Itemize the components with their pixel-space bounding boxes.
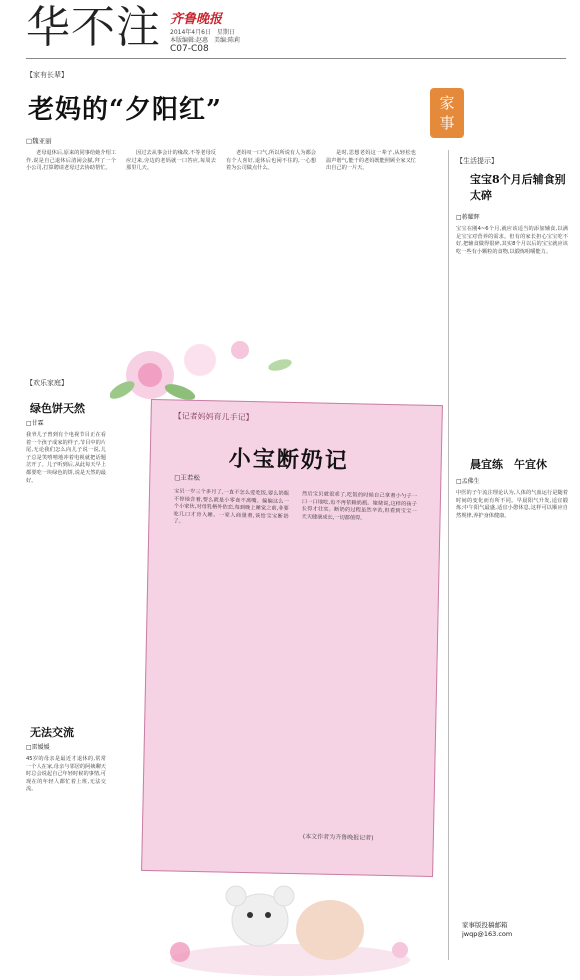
main-article	[26, 68, 455, 348]
flower-icon	[110, 341, 293, 403]
editor-line: 本版编辑:赵惠 美编:陈莉	[170, 37, 241, 44]
feature-body-right: 然后宝贝就很乖了,吃饭的时候自己拿着小勺子一口一口地吃,也不再依赖奶瓶。姥姥说,这样的孩子长得才壮实。断奶的过程虽然辛苦,但看到宝宝一天天健康成长,一切都值得。	[301, 491, 418, 522]
masthead	[0, 0, 580, 64]
left-sidebar	[26, 372, 106, 972]
tip2-title: 晨宜练 午宜休	[470, 458, 547, 471]
article-author: □魏亚丽	[26, 137, 52, 145]
feature-author: □王若松	[174, 473, 201, 483]
tip2-author: □孟佛生	[456, 478, 480, 485]
badge-label: 家事	[439, 94, 455, 132]
feature-card	[141, 399, 443, 877]
column-label: 【家有长辈】	[26, 71, 68, 79]
paragraph: 因过去从事会计的缘故,不等老母反应过来,旁边的老妈就一口答应,每周去那里几天。	[126, 150, 216, 172]
tip2-body: 中医的子午流注理论认为,人体的气血运行是随着时间的变化而有所不同。早晨阳气升发,适宜锻炼;中午阳气最盛,适宜小憩休息,这样可以顺应自然规律,养护身体健康。	[456, 490, 568, 519]
article-title: 老妈的“夕阳红”	[28, 95, 222, 125]
baby-icon	[170, 886, 410, 976]
feature-footer: (本文作者为齐鲁晚报记者)	[302, 833, 374, 842]
paper-name-logo: 齐鲁晚报	[170, 12, 223, 27]
story2-author: □雷媛媛	[26, 744, 50, 751]
story1-title: 绿色饼天然	[30, 402, 85, 415]
tip1-title: 宝宝8个月后辅食别太碎	[470, 173, 566, 202]
baby-illustration	[140, 860, 440, 976]
story1-author: □甘霖	[26, 420, 44, 427]
article-body	[26, 150, 416, 330]
paragraph: 老妈叹一口气,所以所说有人为都会有个人喜好,退休后也闲不住的,一心想着为公司做点什么。	[226, 150, 316, 172]
tip1-author: □蒋耀辉	[456, 214, 480, 221]
feature-column: 【记者妈妈育儿手记】	[173, 411, 254, 423]
right-sidebar	[452, 150, 572, 976]
story2-title: 无法交流	[30, 726, 74, 739]
column-label: 【生活提示】	[456, 157, 498, 165]
paragraph: 老母退休后,原来的同事给她介绍工作,说是自己退休后清闲会腻,拜了一个小公司,打算聘请老母过去协助帮忙。	[26, 150, 116, 172]
paragraph: 是时,思想老妈这一辈子,从轻松也温声谐气,能干的老妈既能照顾全家又忙出自己的一片天。	[326, 150, 416, 172]
column-divider	[448, 150, 449, 960]
column-label: 【欢乐家庭】	[26, 379, 68, 387]
page-range: C07-C08	[170, 44, 209, 54]
story2-body: 45岁的母亲是最近才退休的,常常一个人在家,母亲与邻居的阿姨聊天时总会说起自己年轻时候的事情,可现在的年轻人都忙着上班,无法交流。	[26, 756, 106, 793]
story1-body: 我爷儿子曾到有个电视节目正在看着一个孩子成家的样子,节目中的片尾,无论我们怎么向儿子说一说,儿子总是笑嘻嘻地冲着电视就把话题岔开了。儿子听到后,从此每天早上都要吃一块绿色的饼,说是天然的最好。	[26, 432, 106, 484]
feature-body-left: 宝贝一岁三个多月了,一直不怎么爱吃饭,要么奶瓶不停地含着,要么就是小零食不离嘴。偏偏这么一个小家伙,对母乳格外依恋,每到晚上睡觉之前,非要吃几口才肯入睡。一家人商量着,该给宝宝断奶了。	[173, 488, 290, 526]
tip1-body: 宝宝在刚4~6个月,就应该适当的添加辅食,以满足宝宝对营养的需求。但有的家长担心宝宝吃不好,把辅食做得很碎,其实8个月以后的宝宝就应该吃一些有小颗粒的食物,以锻炼咀嚼能力。	[456, 226, 568, 255]
date-line: 2014年4月6日 星期日	[170, 29, 235, 36]
section-title: 华不注	[26, 2, 161, 53]
badge	[430, 88, 464, 138]
masthead-rule	[26, 58, 566, 59]
feature-title: 小宝断奶记	[228, 445, 350, 475]
contact-email[interactable]: jwqp@163.com	[462, 930, 513, 938]
contact-label: 家事版投稿邮箱	[462, 921, 508, 929]
